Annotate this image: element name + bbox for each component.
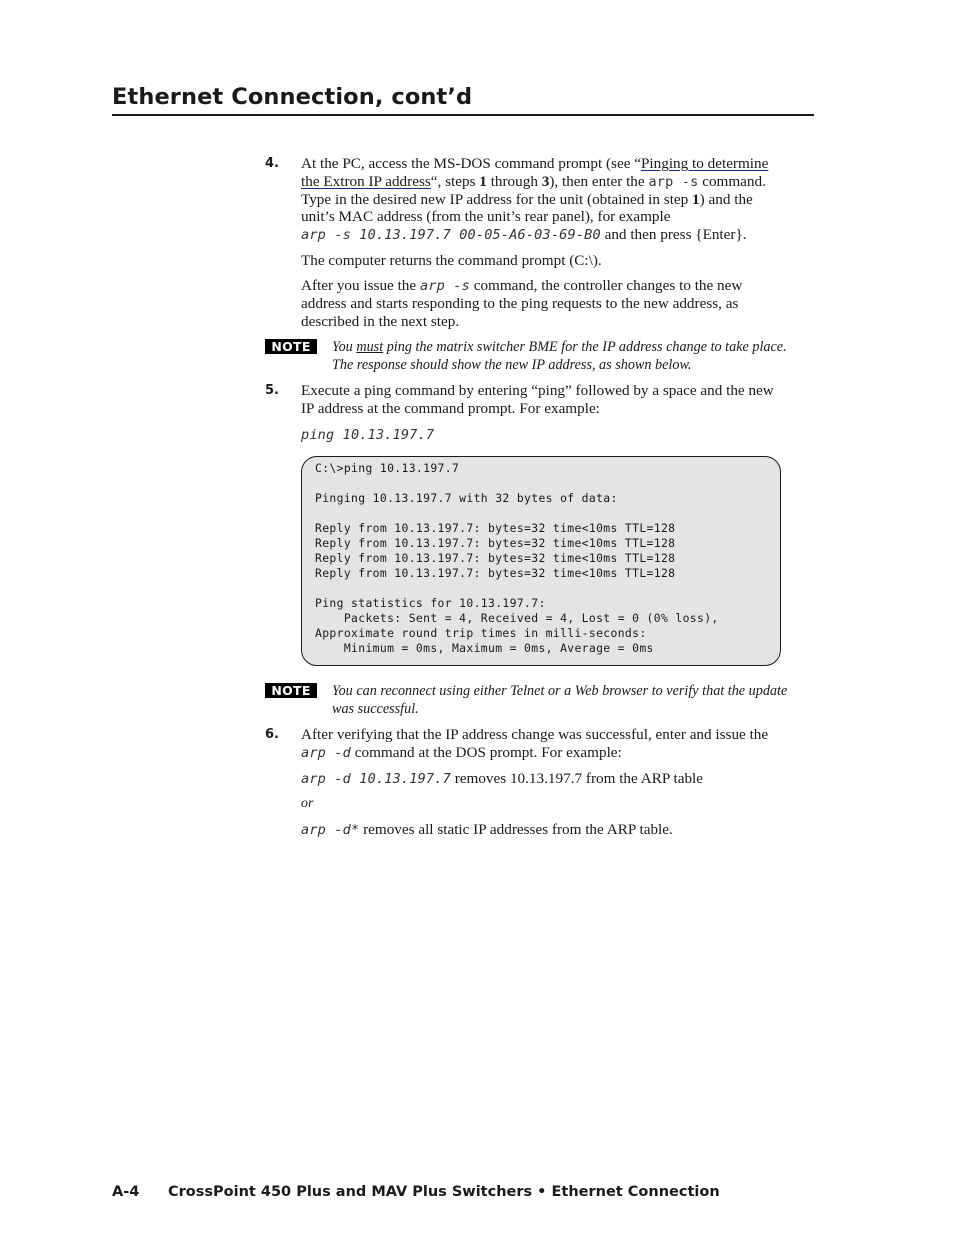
note1-line1 bbox=[332, 338, 787, 356]
note-emphasis: must bbox=[356, 339, 384, 355]
step4-text: command. bbox=[698, 173, 766, 190]
note2-line2: was successful. bbox=[332, 701, 419, 717]
step-ref: 3 bbox=[541, 173, 550, 190]
step6-text: removes 10.13.197.7 from the ARP table bbox=[450, 770, 704, 787]
step6-or: or bbox=[301, 796, 314, 811]
step4-line4: unit’s MAC address (from the unit’s rear panel), for example bbox=[301, 208, 671, 225]
step6-line2 bbox=[301, 744, 816, 762]
footer-text: CrossPoint 450 Plus and MAV Plus Switchers • Ethernet Connection bbox=[168, 1184, 720, 1200]
console-line: Packets: Sent = 4, Received = 4, Lost = 0 (0% loss), bbox=[315, 611, 719, 625]
console-line: Ping statistics for 10.13.197.7: bbox=[315, 596, 546, 610]
note-badge: NOTE bbox=[265, 683, 317, 698]
page-title: Ethernet Connection, cont’d bbox=[112, 84, 473, 110]
note-badge: NOTE bbox=[265, 339, 317, 354]
console-line: Reply from 10.13.197.7: bytes=32 time<10ms TTL=128 bbox=[315, 536, 676, 550]
step4-line2 bbox=[301, 173, 816, 191]
arp-d-command: arp -d bbox=[301, 745, 351, 761]
step-number-5: 5. bbox=[265, 383, 279, 398]
step4-line1 bbox=[301, 155, 816, 173]
step5-command bbox=[301, 426, 816, 444]
step4-after1 bbox=[301, 277, 816, 295]
console-line: Approximate round trip times in milli-seconds: bbox=[315, 626, 647, 640]
arp-example-command: arp -s 10.13.197.7 00-05-A6-03-69-B0 bbox=[301, 227, 601, 243]
step4-text: command, the controller changes to the new bbox=[469, 277, 743, 294]
step-ref: 1 bbox=[692, 191, 700, 208]
step6-example2 bbox=[301, 821, 816, 839]
note1-line2: The response should show the new IP address, as shown below. bbox=[332, 357, 692, 373]
note-text: ping the matrix switcher BME for the IP address change to take place. bbox=[383, 339, 787, 355]
arp-s-command: arp -s bbox=[648, 174, 699, 190]
arp-d-all-command: arp -d* bbox=[301, 822, 360, 838]
step5-line2: IP address at the command prompt. For example: bbox=[301, 400, 600, 417]
step6-example1 bbox=[301, 770, 816, 788]
step4-text: ), then enter the bbox=[549, 173, 649, 190]
step4-text: Type in the desired new IP address for the unit (obtained in step bbox=[301, 191, 693, 208]
pinging-link-cont[interactable]: the Extron IP address bbox=[301, 173, 431, 190]
pinging-link[interactable]: Pinging to determine bbox=[640, 155, 769, 172]
console-line: Reply from 10.13.197.7: bytes=32 time<10ms TTL=128 bbox=[315, 521, 676, 535]
step6-text: removes all static IP addresses from the ARP table. bbox=[359, 821, 673, 838]
step6-line1: After verifying that the IP address change was successful, enter and issue the bbox=[301, 726, 769, 743]
arp-d-ip-command: arp -d 10.13.197.7 bbox=[301, 771, 451, 787]
step4-after3: described in the next step. bbox=[301, 313, 460, 330]
step4-text: After you issue the bbox=[301, 277, 420, 294]
page-number: A-4 bbox=[112, 1184, 140, 1200]
page-footer bbox=[112, 1184, 720, 1200]
step4-text: “, steps bbox=[430, 173, 480, 190]
step4-returns: The computer returns the command prompt (C:\). bbox=[301, 252, 602, 269]
step4-text: and then press {Enter}. bbox=[600, 226, 747, 243]
step-ref: 1 bbox=[479, 173, 487, 190]
step-number-6: 6. bbox=[265, 727, 279, 742]
console-line: Minimum = 0ms, Maximum = 0ms, Average = 0ms bbox=[315, 641, 654, 655]
console-output bbox=[301, 456, 781, 666]
step5-line1: Execute a ping command by entering “ping” followed by a space and the new bbox=[301, 382, 774, 399]
note2-line1: You can reconnect using either Telnet or a Web browser to verify that the update bbox=[332, 683, 788, 699]
step4-text: At the PC, access the MS-DOS command prompt (see “ bbox=[301, 155, 641, 172]
console-line: Reply from 10.13.197.7: bytes=32 time<10ms TTL=128 bbox=[315, 551, 676, 565]
note-text: You bbox=[332, 339, 357, 355]
step4-line3 bbox=[301, 191, 816, 209]
arp-s-command: arp -s bbox=[419, 278, 470, 294]
step4-after2: address and starts responding to the ping requests to the new address, as bbox=[301, 295, 739, 312]
console-line: C:\>ping 10.13.197.7 bbox=[315, 461, 460, 475]
step6-text: command at the DOS prompt. For example: bbox=[350, 744, 622, 761]
ping-command: ping 10.13.197.7 bbox=[301, 427, 435, 443]
console-line: Pinging 10.13.197.7 with 32 bytes of data: bbox=[315, 491, 618, 505]
header-rule bbox=[112, 114, 814, 116]
step4-text: through bbox=[486, 173, 542, 190]
console-line: Reply from 10.13.197.7: bytes=32 time<10ms TTL=128 bbox=[315, 566, 676, 580]
step-number-4: 4. bbox=[265, 156, 279, 171]
step4-text: ) and the bbox=[699, 191, 753, 208]
step4-line5 bbox=[301, 226, 816, 244]
